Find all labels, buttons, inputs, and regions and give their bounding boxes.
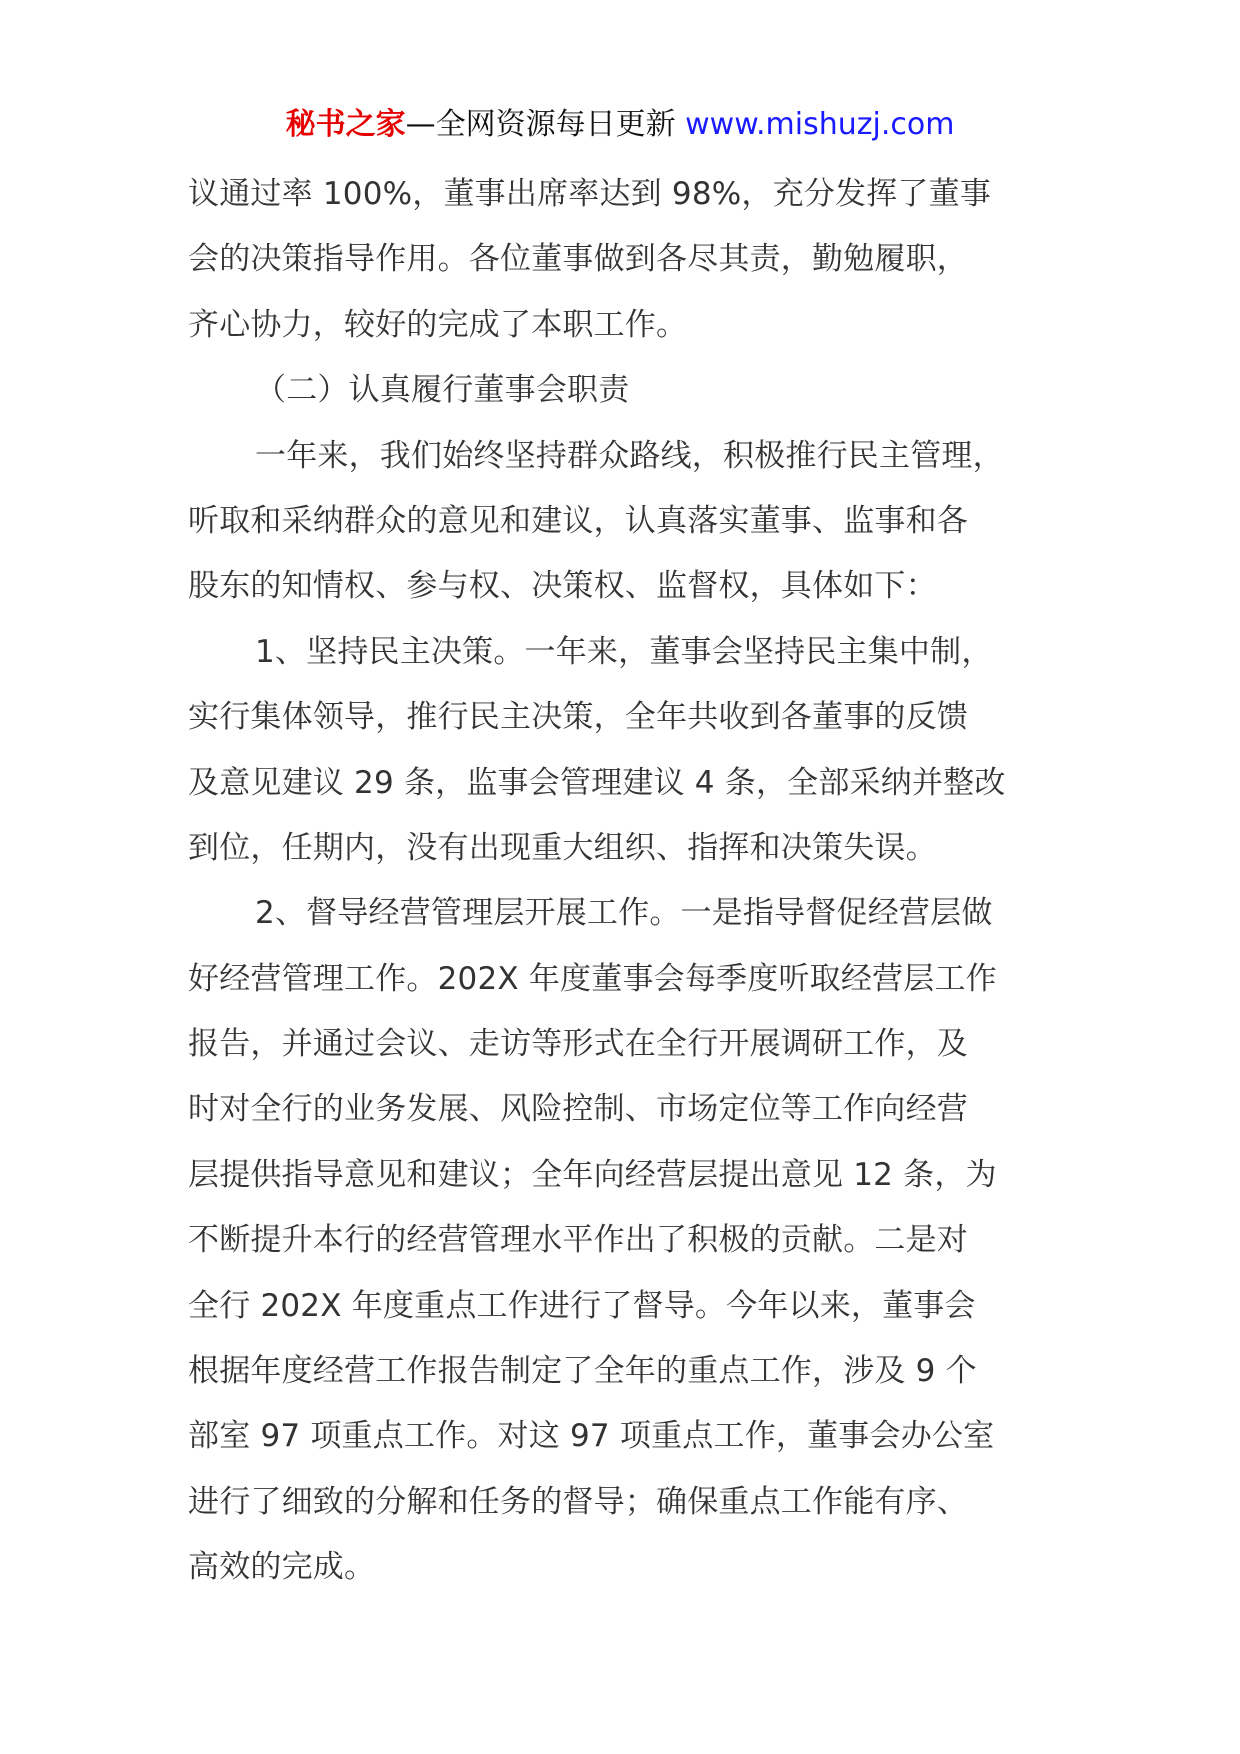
text-line: 部室 97 项重点工作。对这 97 项重点工作，董事会办公室 xyxy=(188,1418,995,1455)
section-heading: （二）认真履行董事会职责 xyxy=(255,372,630,409)
text-line: 及意见建议 29 条，监事会管理建议 4 条，全部采纳并整改 xyxy=(188,764,1006,801)
text-line: 1、坚持民主决策。一年来，董事会坚持民主集中制， xyxy=(255,633,993,670)
text-line: 听取和采纳群众的意见和建议，认真落实董事、监事和各 xyxy=(188,502,968,539)
text-line: 会的决策指导作用。各位董事做到各尽其责，勤勉履职， xyxy=(188,241,968,278)
text-line: 报告，并通过会议、走访等形式在全行开展调研工作，及 xyxy=(188,1026,968,1063)
document-body xyxy=(188,162,1068,1601)
text-line: 2、督导经营管理层开展工作。一是指导督促经营层做 xyxy=(255,895,993,932)
text-line: 高效的完成。 xyxy=(188,1549,376,1586)
text-line: 齐心协力，较好的完成了本职工作。 xyxy=(188,306,688,343)
text-line: 股东的知情权、参与权、决策权、监督权，具体如下： xyxy=(188,568,937,605)
page-header xyxy=(0,100,1240,150)
text-line: 层提供指导意见和建议；全年向经营层提出意见 12 条，为 xyxy=(188,1156,997,1193)
text-line: 好经营管理工作。202X 年度董事会每季度听取经营层工作 xyxy=(188,960,997,997)
text-line: 议通过率 100%，董事出席率达到 98%，充分发挥了董事 xyxy=(188,176,992,212)
site-url-link[interactable]: www.mishuzj.com xyxy=(685,107,955,142)
text-line: 根据年度经营工作报告制定了全年的重点工作，涉及 9 个 xyxy=(188,1353,977,1390)
text-line: 一年来，我们始终坚持群众路线，积极推行民主管理， xyxy=(255,437,1004,474)
text-line: 进行了细致的分解和任务的督导；确保重点工作能有序、 xyxy=(188,1483,968,1520)
text-line: 全行 202X 年度重点工作进行了督导。今年以来，董事会 xyxy=(188,1287,976,1324)
text-line: 实行集体领导，推行民主决策，全年共收到各董事的反馈 xyxy=(188,699,968,736)
text-line: 时对全行的业务发展、风险控制、市场定位等工作向经营 xyxy=(188,1091,968,1128)
text-line: 到位，任期内，没有出现重大组织、指挥和决策失误。 xyxy=(188,829,937,866)
text-line: 不断提升本行的经营管理水平作出了积极的贡献。二是对 xyxy=(188,1222,968,1259)
site-tagline: —全网资源每日更新 xyxy=(405,107,676,142)
site-brand: 秘书之家 xyxy=(285,107,406,142)
